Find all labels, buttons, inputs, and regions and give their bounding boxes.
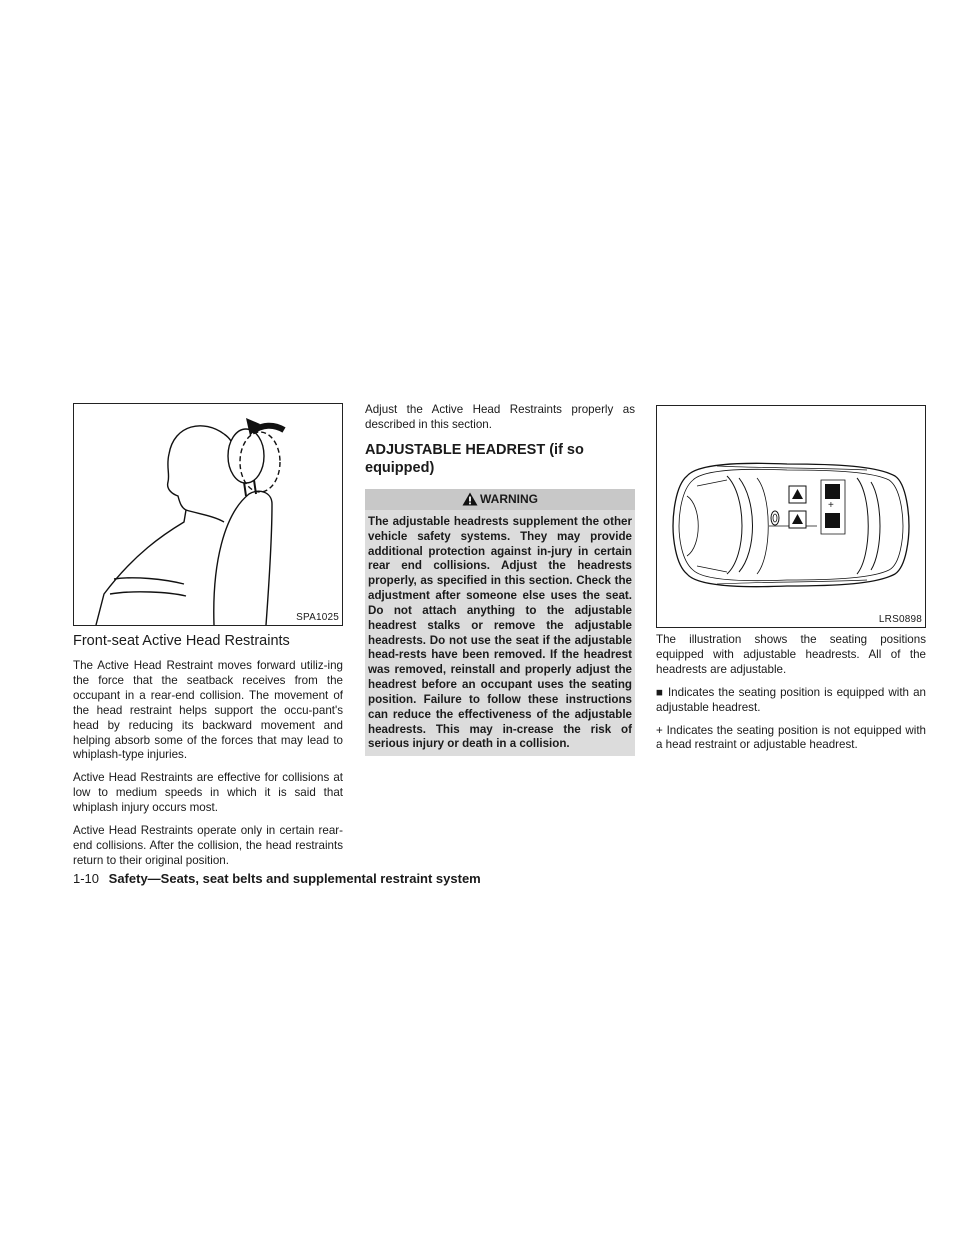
- car-top-view-drawing: [657, 406, 925, 627]
- paragraph: + Indicates the seating position is not equipped with a head restraint or adjustable headrest.: [656, 723, 926, 752]
- middle-column: [365, 403, 635, 756]
- intro-paragraph: Adjust the Active Head Restraints properly as described in this section.: [365, 403, 635, 431]
- figure-code: SPA1025: [296, 612, 339, 623]
- warning-label: WARNING: [480, 492, 538, 507]
- seating-positions-illustration: [656, 405, 926, 628]
- warning-box: [365, 489, 635, 757]
- center-seat-plus: +: [828, 500, 834, 511]
- right-column: [656, 403, 926, 753]
- paragraph: ■ Indicates the seating position is equipped with an adjustable headrest.: [656, 685, 926, 714]
- page-number: 1-10: [73, 871, 100, 886]
- chapter-title: Safety—Seats, seat belts and supplemental restraint system: [108, 871, 481, 886]
- paragraph: The Active Head Restraint moves forward utiliz-ing the force that the seatback receives from the occupant in a rear-end collision. The movement of the head restraint helps support the occu-pant's head by reducing its backward movement and helping absorb some of the forces that may lead to whiplash-type injuries.: [73, 659, 343, 762]
- figure-code: LRS0898: [878, 614, 922, 625]
- section-title: ADJUSTABLE HEADREST (if so equipped): [365, 441, 584, 476]
- warning-triangle-icon: [462, 492, 478, 506]
- page-footer: [73, 871, 481, 886]
- warning-text: The adjustable headrests supplement the other vehicle safety systems. They may provide additional protection against in-jury in certain rear end collisions. Adjust the headrests properly, as specified in this section. Check the adjustment after someone else uses the seat. Do not attach anything to the adjustable headrest stalks or remove the adjustable headrests. Do not use the seat if the adjustable head-rests have been removed. If the headrest was removed, reinstall and properly adjust the headrest before an occupant uses the seating position. Failure to follow these instructions can reduce the effectiveness of the adjustable headrests. This may in-crease the risk of serious injury or death in a collision.: [368, 514, 632, 751]
- subheading: Front-seat Active Head Restraints: [73, 633, 290, 649]
- paragraph: Active Head Restraints operate only in certain rear-end collisions. After the collision, the head restraints return to their original position.: [73, 824, 343, 867]
- warning-header: [365, 489, 635, 510]
- paragraph: Active Head Restraints are effective for collisions at low to medium speeds in which it is said that whiplash injury occurs most.: [73, 771, 343, 815]
- left-column: [73, 403, 343, 869]
- head-restraint-drawing: [74, 404, 342, 625]
- head-restraint-illustration: [73, 403, 343, 626]
- paragraph: The illustration shows the seating positions equipped with adjustable headrests. All of the headrests are adjustable.: [656, 633, 926, 676]
